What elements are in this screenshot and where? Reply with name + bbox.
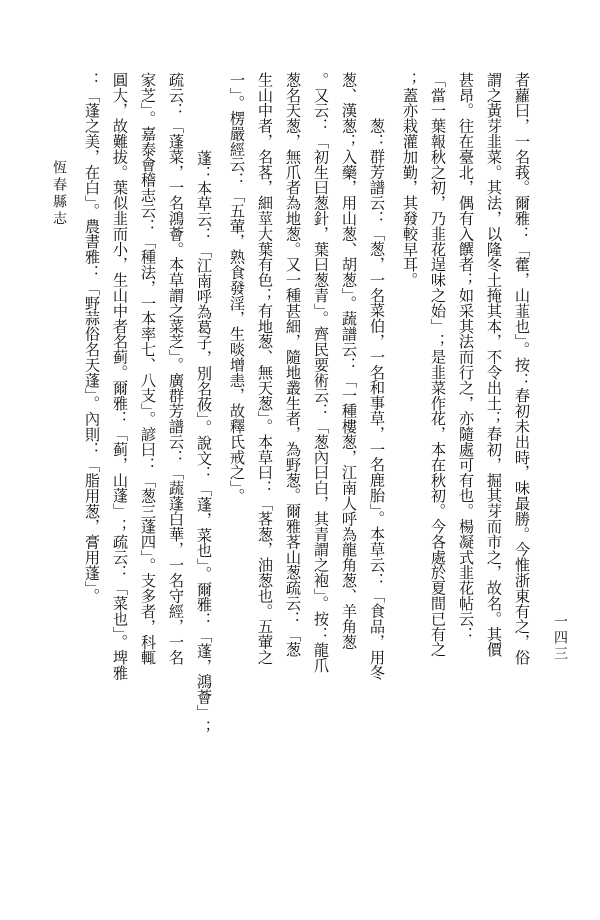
- page-number: 一四三: [552, 614, 568, 662]
- text-column: 。又云：「初生曰葱針，葉曰葱青」。齊民要術云：「葱內曰白，其青謂之袍」。按：龍爪: [312, 72, 330, 673]
- book-title: 恆春縣志: [51, 160, 67, 228]
- text-column: 葱、漢葱；入藥，用山葱、胡葱」。蔬譜云：「一種樓葱，江南人呼為龍角葱、羊角葱: [340, 72, 358, 650]
- text-column: 一」。楞嚴經云：「五葷，熟食發淫，生啖增恚，故釋氏戒之」。: [228, 72, 246, 504]
- text-column: 「當一葉報秋之初，乃韭花逞味之始」；是韭菜作花，本在秋初。今各處於夏間已有之: [429, 72, 447, 658]
- text-column: 葱：群芳譜云：「葱，一名菜伯，一名和事草，一名鹿胎」。本草云：「食品，用冬: [368, 118, 386, 681]
- text-column: 家芝」。嘉泰會稽志云：「種法，一本率七、八支」。諺曰：「葱三蓬四」。支多者，科輒: [139, 72, 157, 666]
- text-column: 生山中者，名茖，細莖大葉有色；有地葱、無天葱」。本草曰：「茖葱，油葱也。五葷之: [256, 72, 274, 665]
- text-column: 疏云：「蓬菜，一名鴻薈。本草謂之菜芝」。廣群芳譜云：「蔬蓬白華，一名守經，一名: [167, 72, 185, 665]
- text-column: 圓大，故難拔。葉似韭而小，生山中者名蓟。爾雅：「蓟，山蓬」；疏云：「菜也」。埤雅: [111, 72, 129, 681]
- text-column: 蓬：本草云：「江南呼為葛子，別名莜」。說文：「蓬，菜也」。爾雅：「蓬，鴻薈」；: [195, 150, 213, 736]
- text-column: ：「蓬之美，在白」。農書雅：「野蒜俗名天蓬」。內則：「脂用葱，膏用蓬」。: [83, 72, 101, 604]
- text-column: 甚昂。往在臺北，偶有入饌者；如采其法而行之，亦隨處可有也。楊凝式韭花帖云：: [457, 72, 475, 642]
- text-column: 謂之黃芽韭菜。其法，以隆冬土掩其本，不令出土；春初，掘其芽而市之，故名。其價: [485, 72, 503, 658]
- text-column: 者蘿曰，一名莪。爾雅：「藿，山韮也」。按：春初未出時，味最勝。今惟浙東有之，俗: [513, 72, 531, 665]
- text-column: 葱名天葱，無爪者為地葱。又一種甚細，隨地叢生者，為野葱。爾雅茖山葱疏云：「葱: [284, 72, 302, 658]
- text-column: ；蓋亦栽灌加勤，其發較早耳。: [401, 72, 419, 288]
